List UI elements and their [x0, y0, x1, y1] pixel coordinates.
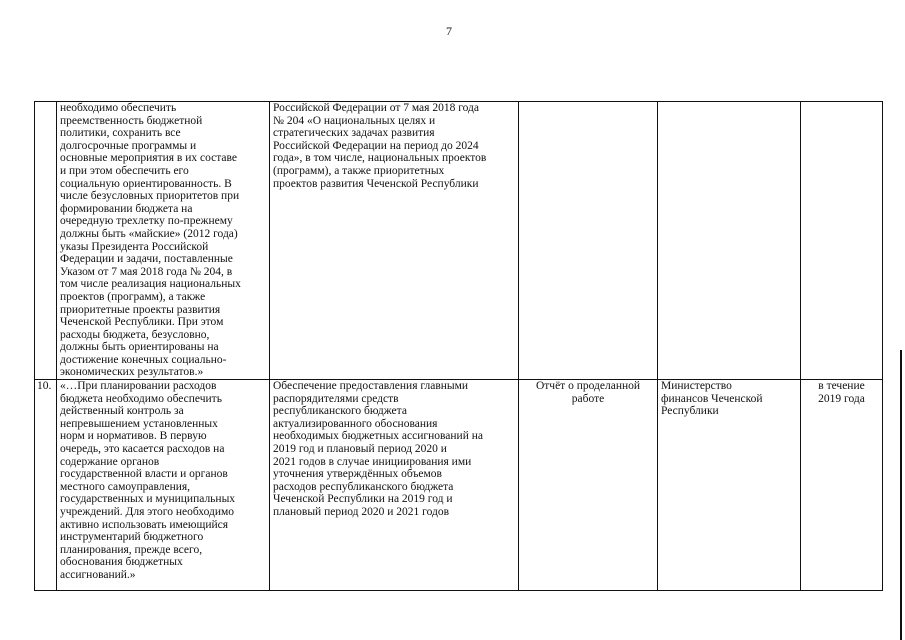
- table-row: [35, 380, 883, 591]
- deadline-cell: в течение 2019 года: [801, 380, 883, 591]
- executor-cell: [658, 102, 801, 380]
- row-number: [35, 102, 57, 380]
- completion-form-cell: Отчёт о проделанной работе: [519, 380, 658, 591]
- executor-cell: Министерство финансов Чеченской Республики: [658, 380, 801, 591]
- measures-cell: Обеспечение предоставления главными распорядителями средств республиканского бюджета актуализированного обоснования необходимых бюджетных ассигнований на 2019 год и плановый период 2020 и 2021 годов в случае инициирования ими уточнения утверждённых объемов расходов республиканского бюджета Чеченской Республики на 2019 год и плановый период 2020 и 2021 годов: [270, 380, 519, 591]
- message-text-cell: «…При планировании расходов бюджета необходимо обеспечить действенный контроль за непревышением установленных норм и нормативов. В первую очередь, это касается расходов на содержание органов государственной власти и органов местного самоуправления, государственных и муниципальных учреждений. Для этого необходимо активно использовать имеющийся инструментарий бюджетного планирования, прежде всего, обоснования бюджетных ассигнований.»: [57, 380, 270, 591]
- completion-form-cell: [519, 102, 658, 380]
- measures-cell: Российской Федерации от 7 мая 2018 года № 204 «О национальных целях и стратегических задачах развития Российской Федерации на период до 2024 года», в том числе, национальных проектов (программ), а также приоритетных проектов развития Чеченской Республики: [270, 102, 519, 380]
- page-number: 7: [446, 24, 452, 38]
- row-number: 10.: [35, 380, 57, 591]
- table-row: [35, 102, 883, 380]
- scan-edge-line: [900, 350, 902, 640]
- measures-table: [34, 101, 883, 591]
- deadline-cell: [801, 102, 883, 380]
- message-text-cell: необходимо обеспечить преемственность бюджетной политики, сохранить все долгосрочные программы и основные мероприятия в их составе и при этом обеспечить его социальную ориентированность. В числе безусловных приоритетов при формировании бюджета на очередную трехлетку по-прежнему должны быть «майские» (2012 года) указы Президента Российской Федерации и задачи, поставленные Указом от 7 мая 2018 года № 204, в том числе реализация национальных проектов (программ), а также приоритетные проекты развития Чеченской Республики. При этом расходы бюджета, безусловно, должны быть ориентированы на достижение конечных социально- экономических результатов.»: [57, 102, 270, 380]
